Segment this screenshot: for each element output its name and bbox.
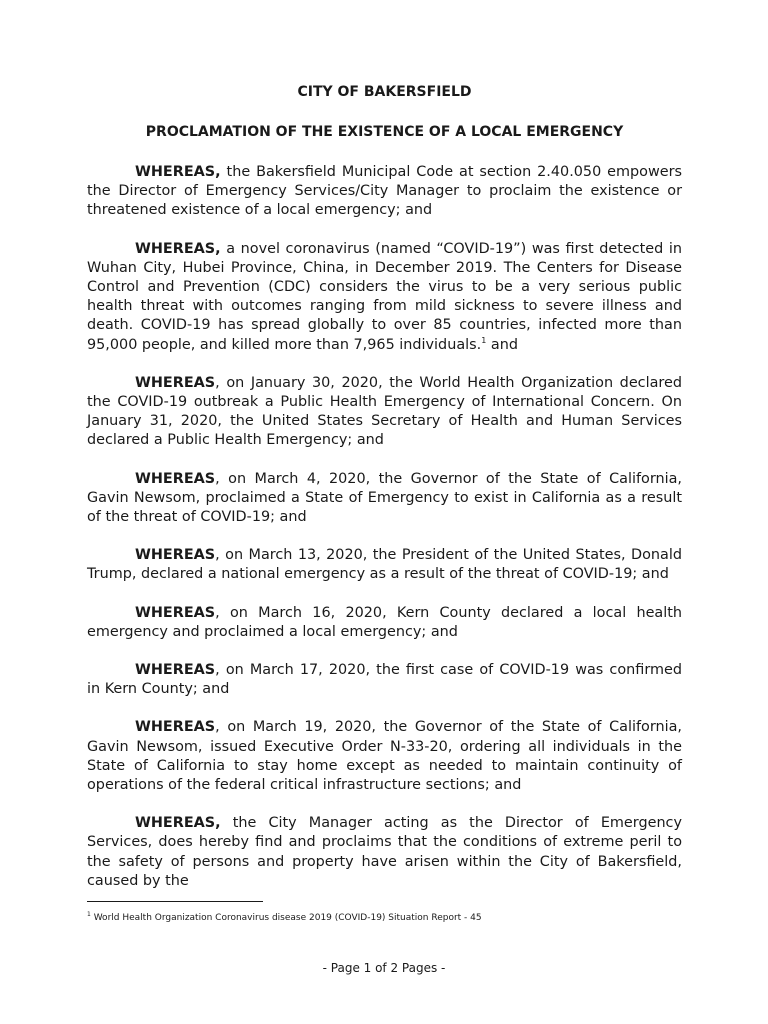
whereas-paragraph: [87, 604, 682, 642]
paragraph-lead: WHEREAS: [135, 719, 216, 736]
paragraph-lead: WHEREAS: [135, 604, 216, 621]
whereas-paragraph: [87, 374, 682, 451]
paragraph-text: , on March 16, 2020, Kern County declared a local health emergency and proclaimed a local emergency; and: [87, 604, 682, 640]
footnote-divider: [87, 901, 263, 902]
paragraph-lead: WHEREAS,: [135, 815, 221, 832]
paragraph-lead: WHEREAS: [135, 374, 216, 391]
paragraph-lead: WHEREAS: [135, 662, 216, 679]
paragraph-text: , on January 30, 2020, the World Health Organization declared the COVID-19 outbreak a Public Health Emergency of International Concern. On January 31, 2020, the United States Secretary of Health and Human Services declared a Public Health Emergency; and: [87, 374, 682, 449]
whereas-paragraph: [87, 814, 682, 891]
whereas-paragraph: [87, 163, 682, 221]
paragraph-text: , on March 17, 2020, the first case of COVID-19 was confirmed in Kern County; and: [87, 662, 682, 698]
paragraph-lead: WHEREAS,: [135, 240, 221, 257]
whereas-paragraph: [87, 240, 682, 355]
whereas-paragraph: [87, 546, 682, 584]
paragraph-lead: WHEREAS,: [135, 164, 221, 180]
footnote-reference: 1: [481, 335, 487, 345]
paragraph-text: , on March 13, 2020, the President of the United States, Donald Trump, declared a national emergency as a result of the threat of COVID-19; and: [87, 547, 682, 583]
paragraph-text: , on March 4, 2020, the Governor of the State of California, Gavin Newsom, proclaimed a State of Emergency to exist in California as a result of the threat of COVID-19; and: [87, 470, 682, 526]
whereas-paragraph: [87, 661, 682, 699]
paragraph-lead: WHEREAS: [135, 470, 216, 487]
page-number: - Page 1 of 2 Pages -: [322, 961, 446, 975]
paragraph-lead: WHEREAS: [135, 547, 216, 564]
city-heading: CITY OF BAKERSFIELD: [297, 84, 472, 100]
whereas-paragraph: [87, 718, 682, 795]
proclamation-title: PROCLAMATION OF THE EXISTENCE OF A LOCAL EMERGENCY: [145, 124, 624, 140]
paragraph-text: the Bakersfield Municipal Code at section 2.40.050 empowers the Director of Emergency Services/City Manager to proclaim the existence or threatened existence of a local emergency; and: [87, 164, 682, 219]
footnote: [87, 912, 482, 924]
paragraph-tail: and: [486, 336, 518, 353]
footnote-text: World Health Organization Coronavirus disease 2019 (COVID-19) Situation Report - 45: [90, 913, 482, 923]
footnote-marker: 1: [87, 911, 91, 918]
paragraph-text: , on March 19, 2020, the Governor of the State of California, Gavin Newsom, issued Executive Order N-33-20, ordering all individuals in the State of California to stay home except as needed to maintain continuity of operations of the federal critical infrastructure sections; and: [87, 719, 682, 794]
paragraph-text: a novel coronavirus (named “COVID-19”) was first detected in Wuhan City, Hubei Province, China, in December 2019. The Centers for Disease Control and Prevention (CDC) considers the virus to be a very serious public health threat with outcomes ranging from mild sickness to severe illness and death. COVID-19 has spread globally to over 85 countries, infected more than 95,000 people, and killed more than 7,965 individuals.: [87, 240, 682, 353]
whereas-paragraph: [87, 470, 682, 528]
paragraph-text: the City Manager acting as the Director of Emergency Services, does hereby find and proclaims that the conditions of extreme peril to the safety of persons and property have arisen within the City of Bakersfield, caused by the: [87, 815, 682, 889]
